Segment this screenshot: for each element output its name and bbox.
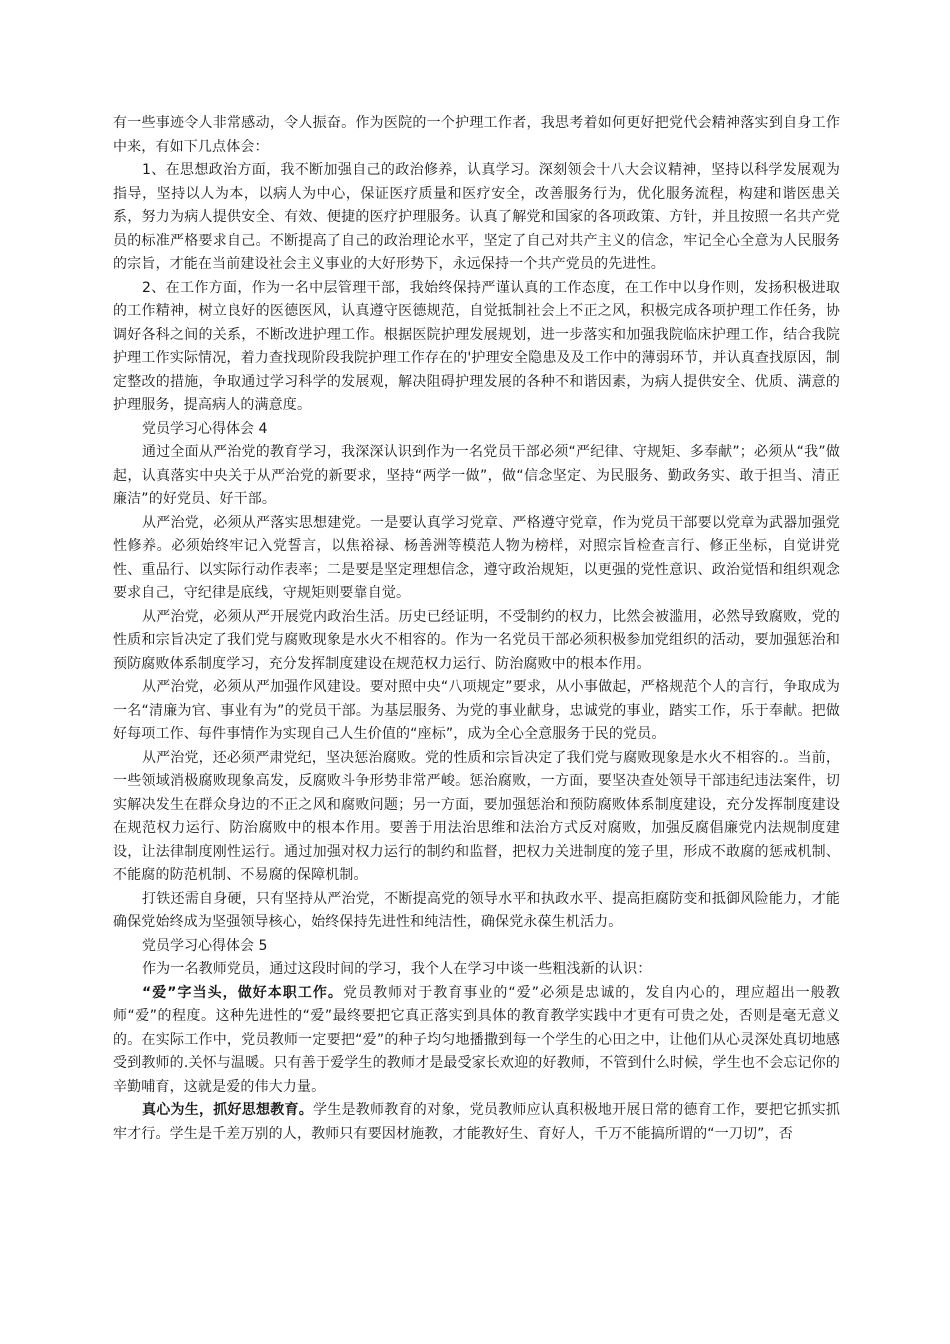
section-heading-4: 党员学习心得体会 4 <box>142 420 268 437</box>
paragraph-ideology: 从严治党，必须从严落实思想建党。一是要认真学习党章、严格遵守党章，作为党员干部要以党章为武器加强党性修养。必须始终牢记入党誓言，以焦裕禄、杨善洲等模范人物为榜样，对照宗旨检查言行、修正坐标，自觉讲党性、重品行、以实际行动作表率；二是要是坚定理想信念，遵守政治规矩，以更强的党性意识、政治觉悟和组织观念要求自己，守纪律是底线，守规矩则要靠自觉。 <box>113 514 840 601</box>
document-page <box>113 112 840 1146</box>
paragraph-love <box>113 982 840 1100</box>
bold-lead-love: “爱”字当头，做好本职工作。 <box>142 984 343 1001</box>
paragraph-teacher-intro: 作为一名教师党员，通过这段时间的学习，我个人在学习中谈一些粗浅新的认识： <box>142 961 652 977</box>
paragraph-education-body: 学生是教师教育的对象，党员教师应认真积极地开展日常的德育工作，要把它抓实抓牢才行。学生是千差万别的人，教师只有要因材施教，才能教好生、育好人，千万不能搞所谓的“一刀切”，否 <box>113 1102 840 1142</box>
bold-lead-education: 真心为生，抓好思想教育。 <box>142 1102 313 1118</box>
paragraph-education <box>113 1099 840 1146</box>
paragraph-conclusion: 打铁还需自身硬，只有坚持从严治党，不断提高党的领导水平和执政水平、提高拒腐防变和抵御风险能力，才能确保党始终成为坚强领导核心，始终保持先进性和纯洁性，确保党永葆生机活力。 <box>113 890 840 930</box>
paragraph-intro: 有一些事迹令人非常感动，令人振奋。作为医院的一个护理工作者，我思考着如何更好把党代会精神落实到自身工作中来，有如下几点体会： <box>113 115 840 155</box>
paragraph-anti-corruption: 从严治党，还必须严肃党纪，坚决惩治腐败。党的性质和宗旨决定了我们党与腐败现象是水火不相容的.。当前，一些领域消极腐败现象高发，反腐败斗争形势非常严峻。惩治腐败，一方面，要坚决查处领导干部违纪违法案件，切实解决发生在群众身边的不正之风和腐败问题；另一方面，要加强惩治和预防腐败体系制度建设，充分发挥制度建设在规范权力运行、防治腐败中的根本作用。要善于用法治思维和法治方式反对腐败，加强反腐倡廉党内法规制度建设，让法律制度刚性运行。通过加强对权力运行的制约和监督，把权力关进制度的笼子里，形成不敢腐的惩戒机制、不能腐的防范机制、不易腐的保障机制。 <box>113 749 840 883</box>
section-heading-5: 党员学习心得体会 5 <box>142 937 268 954</box>
paragraph-political: 1、在思想政治方面，我不断加强自己的政治修养，认真学习。深刻领会十八大会议精神，坚持以科学发展观为指导，坚持以人为本，以病人为中心，保证医疗质量和医疗安全，改善服务行为，优化服务流程，构建和谐医患关系，努力为病人提供安全、有效、便捷的医疗护理服务。认真了解党和国家的各项政策、方针，并且按照一名共产党员的标准严格要求自己。不断提高了自己的政治理论水平，坚定了自己对共产主义的信念，牢记全心全意为人民服务的宗旨，才能在当前建设社会主义事业的大好形势下，永远保持一个共产党员的先进性。 <box>113 162 840 272</box>
paragraph-love-body: 党员教师对于教育事业的“爱”必须是忠诚的，发自内心的，理应超出一般教师“爱”的程度。这种先进性的“爱”最终要把它真正落实到具体的教育教学实践中才更有可贵之处，否则是毫无意义的。在实际工作中，党员教师一定要把“爱”的种子均匀地播撒到每一个学生的心田之中，让他们从心灵深处真切地感受到教师的.关怀与温暖。只有善于爱学生的教师才是最受家长欢迎的好教师，不管到什么时候，学生也不会忘记你的辛勤哺育，这就是爱的伟大力量。 <box>113 984 840 1095</box>
paragraph-strict-intro: 通过全面从严治党的教育学习，我深深认识到作为一名党员干部必须“严纪律、守规矩、多奉献”；必须从“我”做起，认真落实中央关于从严治党的新要求，坚持“两学一做”，做“信念坚定、为民服务、勤政务实、敢于担当、清正廉洁”的好党员、好干部。 <box>113 444 840 507</box>
paragraph-work: 2、在工作方面，作为一名中层管理干部，我始终保持严谨认真的工作态度，在工作中以身作则，发扬积极进取的工作精神，树立良好的医德医风，认真遵守医德规范，自觉抵制社会上不正之风，积极完成各项护理工作任务，协调好各科之间的关系，不断改进护理工作。根据医院护理发展规划，进一步落实和加强我院临床护理工作，结合我院护理工作实际情况，着力查找现阶段我院护理工作存在的'护理安全隐患及及工作中的薄弱环节，并认真查找原因，制定整改的措施，争取通过学习科学的发展观，解决阻碍护理发展的各种不和谐因素，为病人提供安全、优质、满意的护理服务，提高病人的满意度。 <box>113 279 840 413</box>
paragraph-work-style: 从严治党，必须从严加强作风建设。要对照中央“八项规定”要求，从小事做起，严格规范个人的言行，争取成为一名“清廉为官、事业有为”的党员干部。为基层服务、为党的事业献身，忠诚党的事业，踏实工作，乐于奉献。把做好每项工作、每件事情作为实现自己人生价值的“座标”，成为全心全意服务于民的党员。 <box>113 679 840 742</box>
paragraph-political-life: 从严治党，必须从严开展党内政治生活。历史已经证明，不受制约的权力，比然会被滥用，必然导致腐败，党的性质和宗旨决定了我们党与腐败现象是水火不相容的。作为一名党员干部必须积极参加党组织的活动，要加强惩治和预防腐败体系制度学习，充分发挥制度建设在规范权力运行、防治腐败中的根本作用。 <box>113 608 840 672</box>
